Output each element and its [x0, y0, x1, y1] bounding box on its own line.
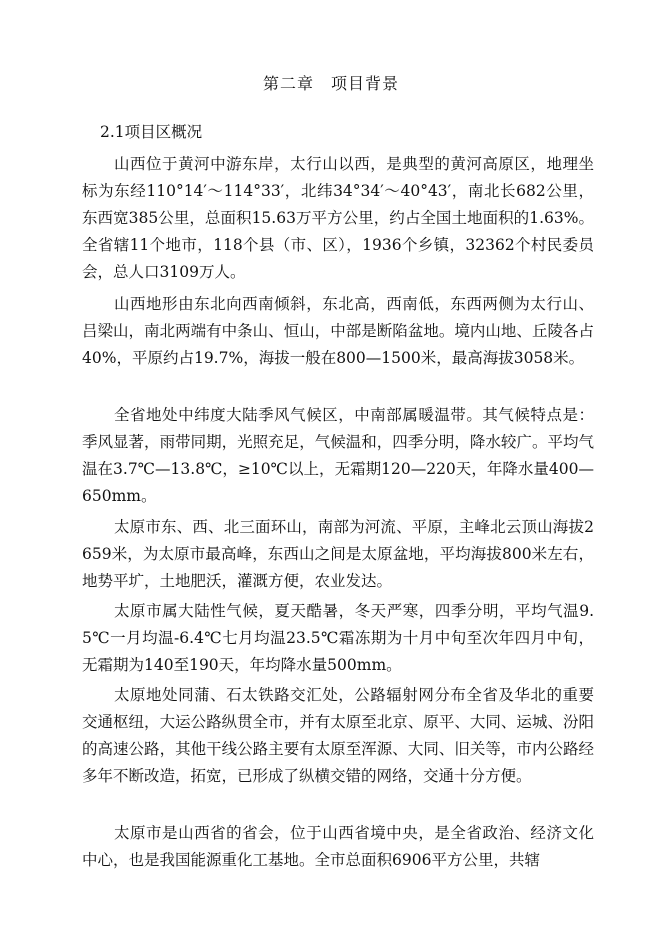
- paragraph-climate: 全省地处中纬度大陆季风气候区，中南部属暖温带。其气候特点是：季风显著，雨带同期，光照充足，气候温和，四季分明，降水较广。平均气温在3.7℃—13.8℃，≥10℃以上，无霜期120—220天，年降水量400—650mm。: [82, 406, 594, 505]
- paragraph-taiyuan-geography: 太原市东、西、北三面环山，南部为河流、平原，主峰北云顶山海拔2659米，为太原市最高峰，东西山之间是太原盆地，平均海拔800米左右，地势平圹，土地肥沃，灌溉方便，农业发达。: [82, 518, 594, 590]
- section-heading: 2.1项目区概况: [100, 123, 203, 141]
- paragraph-terrain: 山西地形由东北向西南倾斜，东北高，西南低，东西两侧为太行山、吕梁山，南北两端有中条山、恒山，中部是断陷盆地。境内山地、丘陵各占40%，平原约占19.7%，海拔一般在800—1500米，最高海拔3058米。: [82, 295, 594, 367]
- paragraph-taiyuan-climate: 太原市属大陆性气候，夏天酷暑，冬天严寒，四季分明，平均气温9.5℃一月均温-6.4℃七月均温23.5℃霜冻期为十月中旬至次年四月中旬，无霜期为140至190天，年均降水量500mm。: [82, 602, 594, 674]
- paragraph-location: 山西位于黄河中游东岸，太行山以西，是典型的黄河高原区，地理坐标为东经110°14′～114°33′，北纬34°34′～40°43′，南北长682公里，东西宽385公里，总面积15.63万平方公里，约占全国土地面积的1.63%。全省辖11个地市，118个县（市、区），1936个乡镇，32362个村民委员会，总人口3109万人。: [82, 155, 594, 281]
- paragraph-taiyuan-transport: 太原地处同蒲、石太铁路交汇处，公路辐射网分布全省及华北的重要交通枢纽，大运公路纵贯全市，并有太原至北京、原平、大同、运城、汾阳的高速公路，其他干线公路主要有太原至浑源、大同、旧关等，市内公路经多年不断改造，拓宽，已形成了纵横交错的网络，交通十分方便。: [82, 686, 594, 785]
- paragraph-taiyuan-capital: 太原市是山西省的省会，位于山西省境中央，是全省政治、经济文化中心，也是我国能源重化工基地。全市总面积6906平方公里，共辖: [82, 824, 594, 869]
- chapter-title: 第二章 项目背景: [262, 74, 399, 93]
